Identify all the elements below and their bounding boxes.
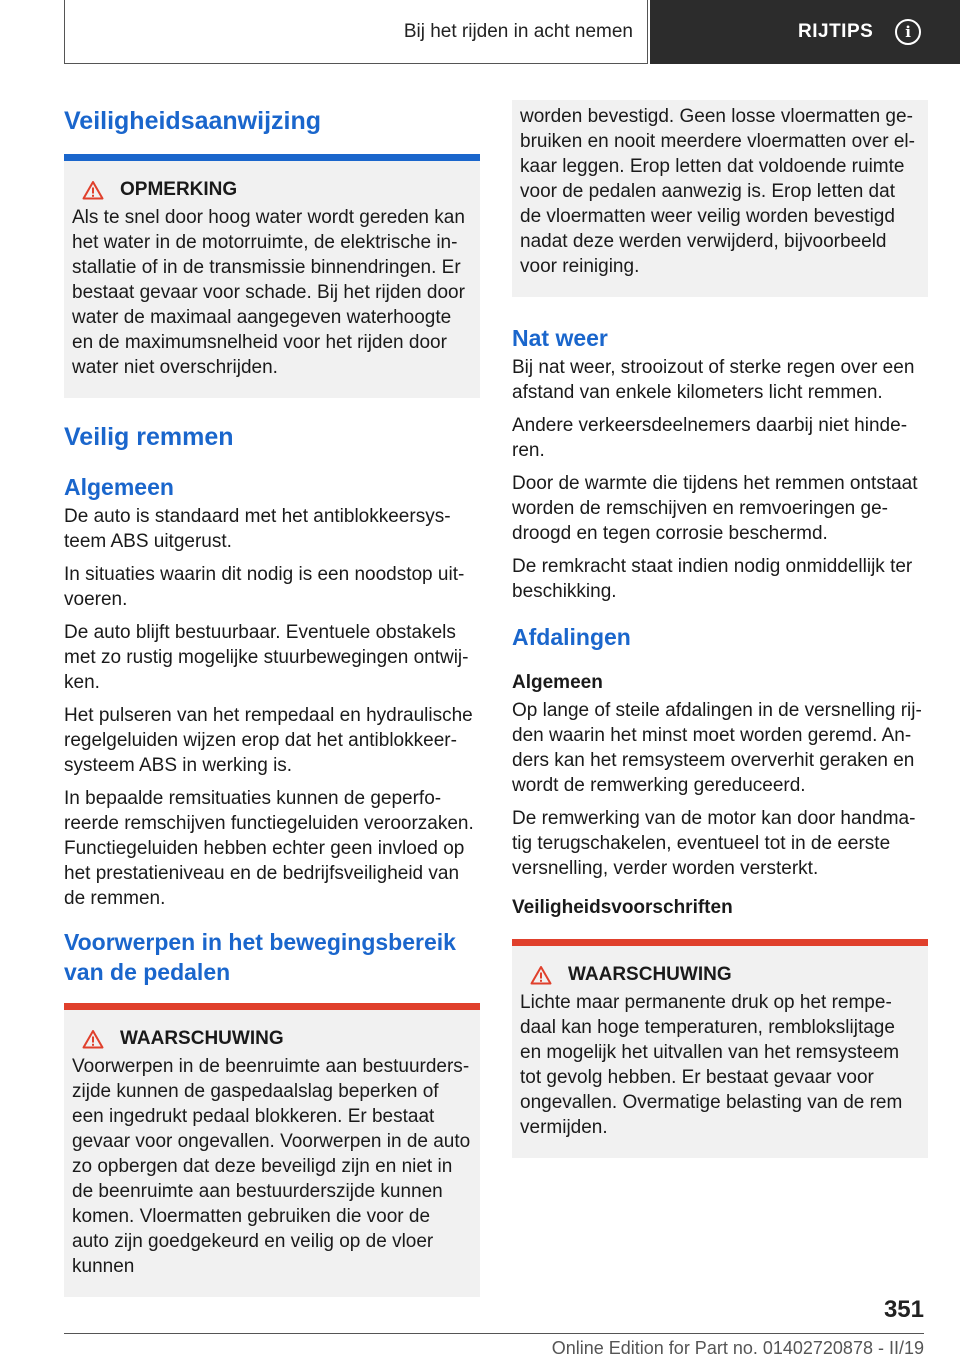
paragraph: De remwerking van de motor kan door handmatig terugschakelen, eventueel tot in de eerste versnelling, verder worden versterkt.: [512, 808, 916, 879]
paragraph: Andere verkeersdeelnemers daarbij niet hinderen.: [512, 415, 908, 461]
paragraph: In situaties waarin dit nodig is een noodstop uitvoeren.: [64, 564, 465, 610]
paragraph: Door de warmte die tijdens het remmen ontstaat worden de remschijven en remvoeringen gedroogd en tegen corrosie beschermd.: [512, 473, 918, 544]
left-column: [64, 100, 480, 1297]
warning-2-title-text: WAARSCHUWING: [568, 964, 732, 985]
warning-box-2-title: [520, 964, 920, 986]
warning-triangle-icon: [530, 965, 552, 985]
header-chapter-title: RIJTIPS: [798, 21, 874, 42]
warning-box-2: [512, 939, 928, 1158]
warning-2-text: Lichte maar permanente druk op het rempedaal kan hoge temperaturen, remblokslijtage en mogelijk het uitvallen van het remsysteem tot gevolg hebben. Er bestaat gevaar voor ongevallen. Overmatige belasting van de rem vermijden.: [520, 992, 903, 1138]
heading-afdalingen: Afdalingen: [512, 624, 631, 650]
footer-divider: [64, 1333, 924, 1334]
heading-nat-weer: Nat weer: [512, 325, 608, 351]
heading-veilig-remmen: Veilig remmen: [64, 423, 234, 451]
note-title-text: OPMERKING: [120, 179, 238, 200]
paragraph: De auto is standaard met het antiblokkeersysteem ABS uitgerust.: [64, 506, 451, 552]
warning-title-text: WAARSCHUWING: [120, 1028, 284, 1049]
paragraph: In bepaalde remsituaties kunnen de geperforeerde remschijven functiegeluiden veroorzaken. Functiegeluiden hebben echter geen invloed op het prestatieniveau en de bedrijfsveiligheid van de remmen.: [64, 788, 474, 909]
paragraph: De auto blijft bestuurbaar. Eventuele obstakels met zo rustig mogelijke stuurbewegingen ontwijken.: [64, 622, 469, 693]
heading-veiligheidsvoorschriften: Veiligheidsvoorschriften: [512, 897, 733, 918]
note-box-title: [72, 179, 472, 201]
warning-box-continued: [512, 100, 928, 297]
warning-box-title: [72, 1028, 472, 1050]
heading-algemeen-sub: Algemeen: [512, 672, 603, 693]
header-section-title: Bij het rijden in acht nemen: [403, 20, 633, 42]
paragraph: Het pulseren van het rempedaal en hydraulische regelgeluiden wijzen erop dat het antiblokkeersysteem ABS in werking is.: [64, 705, 473, 776]
paragraph: De remkracht staat indien nodig onmiddellijk ter beschikking.: [512, 556, 913, 602]
warning-text-continued: worden bevestigd. Geen losse vloermatten gebruiken en nooit meerdere vloermatten over elkaar leggen. Erop letten dat voldoende ruimte voor de pedalen aanwezig is. Erop letten dat de vloermatten weer veilig worden bevestigd nadat deze werden verwijderd, bijvoorbeeld voor reiniging.: [520, 106, 915, 277]
header-section: [64, 0, 648, 64]
warning-box: [64, 1003, 480, 1297]
right-column: [512, 100, 928, 1158]
paragraph: Op lange of steile afdalingen in de versnelling rijden waarin het minst moet worden geremd. Anders kan het remsysteem oververhit geraken en wordt de remwerking gereduceerd.: [512, 700, 922, 796]
header-chapter[interactable]: [650, 0, 960, 64]
info-icon[interactable]: i: [895, 19, 921, 45]
note-box: [64, 154, 480, 398]
warning-triangle-icon: [82, 1029, 104, 1049]
heading-algemeen: Algemeen: [64, 474, 174, 500]
warning-triangle-icon: [82, 180, 104, 200]
heading-voorwerpen: Voorwerpen in het bewegingsbereik van de pedalen: [64, 929, 456, 985]
heading-veiligheidsaanwijzing: Veiligheidsaanwijzing: [64, 107, 322, 135]
paragraph: Bij nat weer, strooizout of sterke regen over een afstand van enkele kilometers licht remmen.: [512, 357, 915, 403]
note-text: Als te snel door hoog water wordt gereden kan het water in de motorruimte, de elektrische installatie of in de transmissie binnendringen. Er bestaat gevaar voor schade. Bij het rijden door water de maximaal aangegeven waterhoogte en de maximumsnelheid voor het rijden door water niet overschrijden.: [72, 207, 465, 378]
page-number: 351: [883, 1296, 924, 1323]
warning-text: Voorwerpen in de beenruimte aan bestuurderszijde kunnen de gaspedaalslag beperken of een ingedrukt pedaal blokkeren. Er bestaat gevaar voor ongevallen. Voorwerpen in de auto zo opbergen dat deze beveiligd zijn en niet in de beenruimte aan bestuurderszijde kunnen komen. Vloermatten gebruiken die voor de auto zijn goedgekeurd en veilig op de vloer kunnen: [72, 1056, 471, 1277]
footer-edition: Online Edition for Part no. 01402720878 - II/19: [551, 1338, 924, 1358]
